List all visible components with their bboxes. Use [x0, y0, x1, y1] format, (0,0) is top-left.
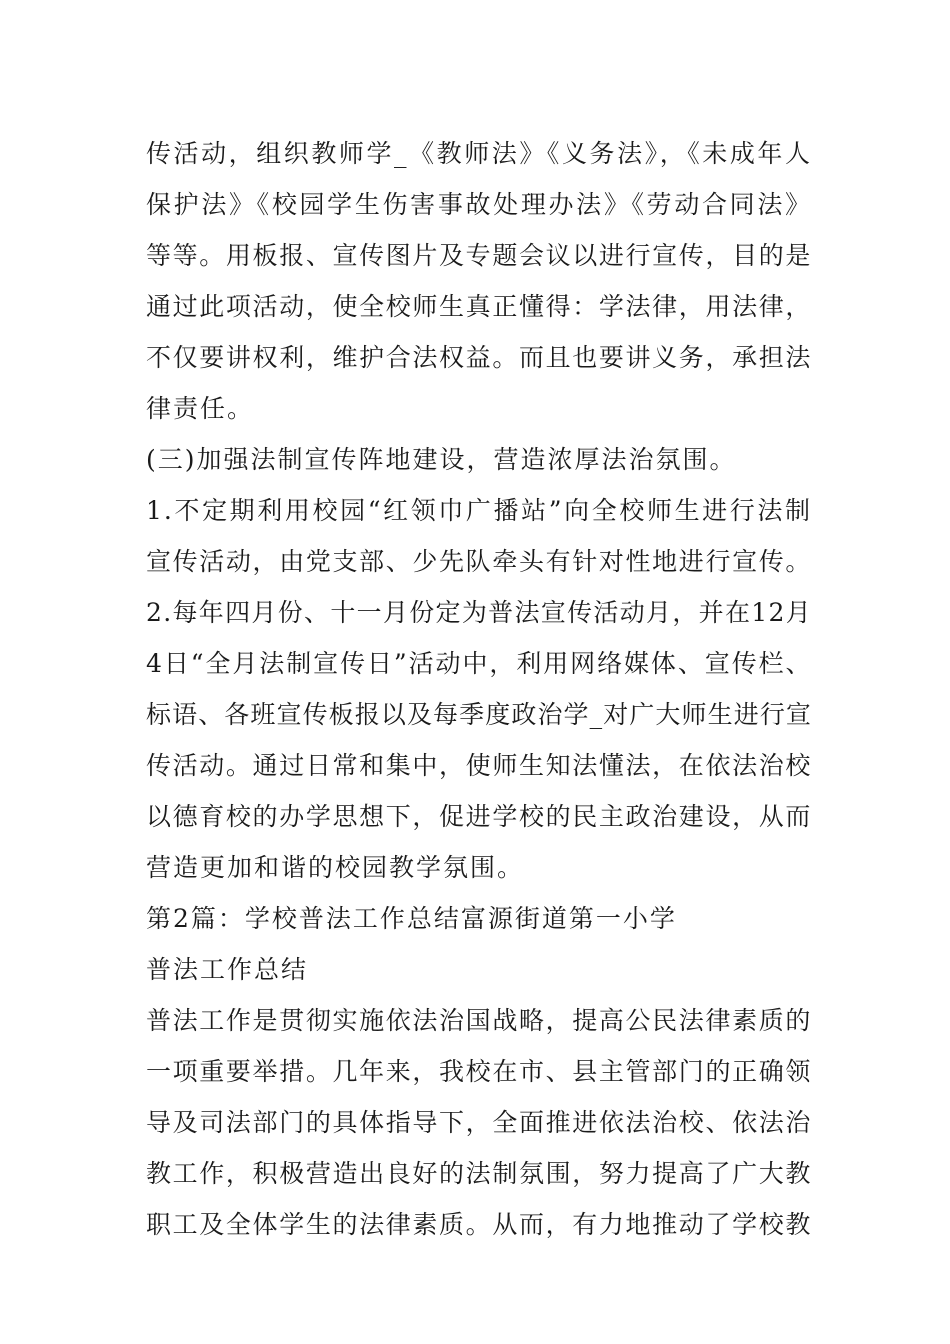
text-line: 2.每年四月份、十一月份定为普法宣传活动月，并在12月	[146, 598, 812, 627]
text-line: 以德育校的办学思想下，促进学校的民主政治建设，从而	[146, 802, 813, 831]
section-heading: (三)加强法制宣传阵地建设，营造浓厚法治氛围。	[146, 445, 737, 474]
text-line: 标语、各班宣传板报以及每季度政治学_对广大师生进行宣	[146, 700, 812, 729]
text-line: 保护法》《校园学生伤害事故处理办法》《劳动合同法》	[146, 190, 812, 219]
text-line: 4日“全月法制宣传日”活动中，利用网络媒体、宣传栏、	[146, 649, 813, 678]
text-line: 传活动。通过日常和集中，使师生知法懂法，在依法治校	[146, 751, 813, 780]
text-line: 通过此项活动，使全校师生真正懂得：学法律，用法律，	[146, 292, 813, 321]
text-line: 等等。用板报、宣传图片及专题会议以进行宣传，目的是	[146, 241, 813, 270]
text-line: 营造更加和谐的校园教学氛围。	[146, 853, 525, 882]
text-line: 不仅要讲权利，维护合法权益。而且也要讲义务，承担法	[146, 343, 813, 372]
chapter-title: 第2篇：学校普法工作总结富源街道第一小学	[146, 904, 677, 933]
text-line: 教工作，积极营造出良好的法制氛围，努力提高了广大教	[146, 1159, 813, 1188]
text-line: 职工及全体学生的法律素质。从而，有力地推动了学校教	[146, 1210, 813, 1239]
text-line: 导及司法部门的具体指导下，全面推进依法治校、依法治	[146, 1108, 813, 1137]
document-body	[146, 128, 812, 1250]
text-line: 传活动，组织教师学_《教师法》《义务法》，《未成年人	[146, 139, 812, 168]
chapter-subtitle: 普法工作总结	[146, 955, 309, 984]
text-line: 宣传活动，由党支部、少先队牵头有针对性地进行宣传。	[146, 547, 813, 576]
text-line: 1.不定期利用校园“红领巾广播站”向全校师生进行法制	[146, 496, 812, 525]
text-line: 律责任。	[146, 394, 255, 423]
text-line: 一项重要举措。几年来，我校在市、县主管部门的正确领	[146, 1057, 813, 1086]
text-line: 普法工作是贯彻实施依法治国战略，提高公民法律素质的	[146, 1006, 813, 1035]
